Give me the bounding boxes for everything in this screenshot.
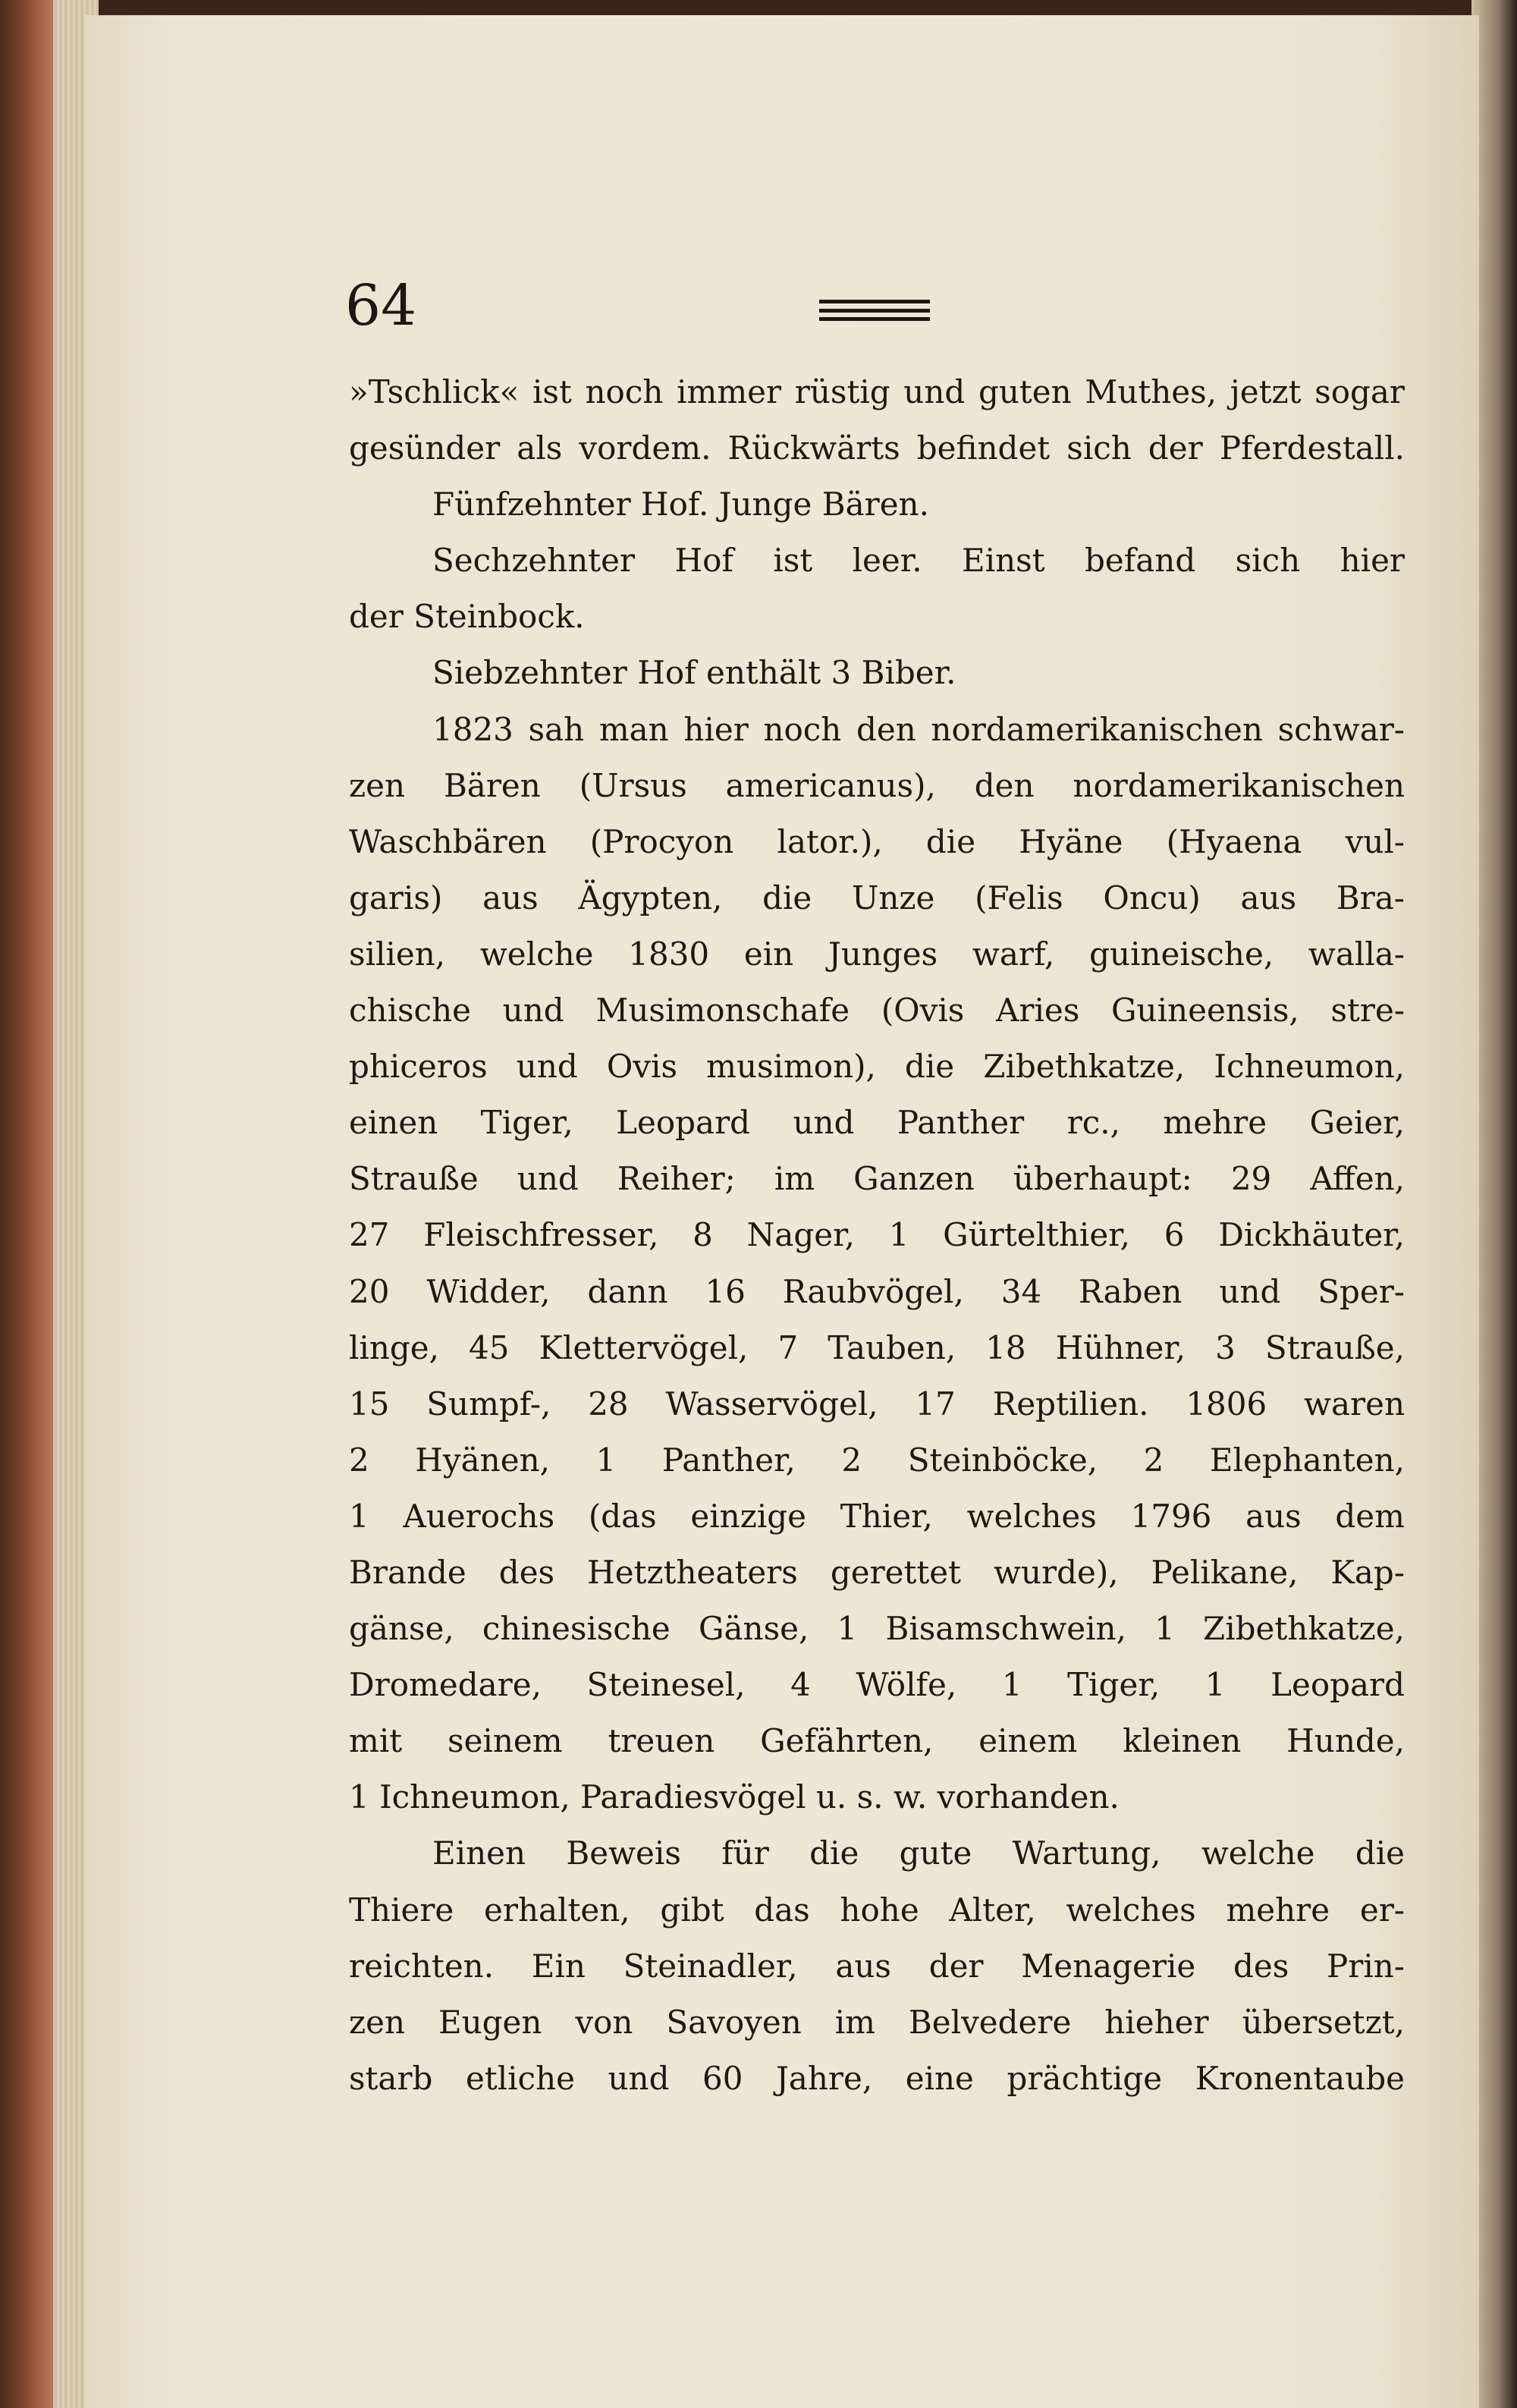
text-line-content: Fünfzehnter Hof. Junge Bären. — [432, 486, 929, 523]
text-line — [349, 1769, 1405, 1825]
text-line — [349, 702, 1405, 758]
text-line-content: der Steinbock. — [349, 598, 585, 636]
text-line-content: Strauße und Reiher; im Ganzen überhaupt: 29 Affen, — [349, 1160, 1405, 1198]
text-line — [349, 982, 1405, 1039]
text-line-content: »Tschlick« ist noch immer rüstig und guten Muthes, jetzt sogar — [349, 373, 1405, 410]
header-rule-line — [819, 300, 930, 303]
text-line-content: mit seinem treuen Gefährten, einem kleinen Hunde, — [349, 1722, 1405, 1760]
text-line — [349, 1039, 1405, 1095]
text-line-content: garis) aus Ägypten, die Unze (Felis Oncu) aus Bra- — [349, 879, 1405, 916]
text-line-content: Siebzehnter Hof enthält 3 Biber. — [432, 654, 956, 692]
text-line — [349, 870, 1405, 926]
text-line — [349, 758, 1405, 814]
text-line — [349, 1882, 1405, 1938]
text-line-content: zen Bären (Ursus americanus), den nordamerikanischen — [349, 766, 1405, 804]
text-line-content: Waschbären (Procyon lator.), die Hyäne (Hyaena vul- — [349, 822, 1405, 860]
text-line-content: Sechzehnter Hof ist leer. Einst befand sich hier — [432, 542, 1405, 580]
text-line — [349, 1657, 1405, 1713]
text-line-content: Thiere erhalten, gibt das hohe Alter, welches mehre er- — [349, 1891, 1405, 1929]
text-line — [349, 1938, 1405, 1995]
text-line — [349, 1095, 1405, 1151]
text-line — [349, 926, 1405, 982]
text-line-content: phiceros und Ovis musimon), die Zibethkatze, Ichneumon, — [349, 1048, 1405, 1086]
text-line — [349, 1207, 1405, 1263]
text-line-content: zen Eugen von Savoyen im Belvedere hieher übersetzt, — [349, 2003, 1405, 2041]
text-line-content: einen Tiger, Leopard und Panther rc., mehre Geier, — [349, 1104, 1405, 1142]
text-line — [349, 1995, 1405, 2051]
text-line-content: Brande des Hetztheaters gerettet wurde), Pelikane, Kap- — [349, 1553, 1405, 1591]
header-rule-line — [819, 317, 930, 321]
text-line-content: gesünder als vordem. Rückwärts befindet sich der Pferdestall. — [349, 429, 1405, 467]
text-line — [349, 2051, 1405, 2107]
text-line — [349, 1545, 1405, 1601]
text-line-content: starb etliche und 60 Jahre, eine prächtige Kronentaube — [349, 2059, 1405, 2097]
text-line — [349, 589, 1405, 645]
text-line-content: 1 Auerochs (das einzige Thier, welches 1796 aus dem — [349, 1497, 1405, 1535]
text-line-content: 20 Widder, dann 16 Raubvögel, 34 Raben und Sper- — [349, 1272, 1405, 1310]
text-line — [349, 1320, 1405, 1376]
text-line-content: 15 Sumpf-, 28 Wasservögel, 17 Reptilien. 1806 waren — [349, 1385, 1405, 1422]
text-line — [349, 1376, 1405, 1432]
header-rule-line — [819, 309, 930, 313]
text-line-content: gänse, chinesische Gänse, 1 Bisamschwein, 1 Zibethkatze, — [349, 1610, 1405, 1648]
text-line — [349, 1264, 1405, 1320]
text-line — [349, 533, 1405, 589]
text-line-content: 1823 sah man hier noch den nordamerikanischen schwar- — [432, 710, 1405, 748]
text-line-content: silien, welche 1830 ein Junges warf, guineische, walla- — [349, 935, 1405, 973]
body-text — [349, 364, 1405, 2107]
page-number: 64 — [345, 273, 417, 338]
text-line — [349, 1432, 1405, 1488]
header-rule — [819, 300, 930, 321]
text-line — [349, 476, 1405, 533]
text-line — [349, 364, 1405, 420]
page-header — [345, 273, 1407, 357]
text-line-content: 2 Hyänen, 1 Panther, 2 Steinböcke, 2 Elephanten, — [349, 1441, 1405, 1479]
text-line — [349, 420, 1405, 476]
text-line-content: reichten. Ein Steinadler, aus der Menagerie des Prin- — [349, 1947, 1405, 1985]
text-line — [349, 1601, 1405, 1657]
text-line-content: linge, 45 Klettervögel, 7 Tauben, 18 Hühner, 3 Strauße, — [349, 1328, 1405, 1366]
text-line-content: Dromedare, Steinesel, 4 Wölfe, 1 Tiger, 1 Leopard — [349, 1666, 1405, 1704]
text-line — [349, 1488, 1405, 1545]
text-line-content: chische und Musimonschafe (Ovis Aries Guineensis, stre- — [349, 992, 1405, 1030]
text-line-content: 27 Fleischfresser, 8 Nager, 1 Gürtelthier, 6 Dickhäuter, — [349, 1216, 1405, 1254]
text-line — [349, 1713, 1405, 1769]
text-line — [349, 814, 1405, 870]
text-line-content: Einen Beweis für die gute Wartung, welche die — [432, 1834, 1405, 1872]
text-line — [349, 1825, 1405, 1881]
text-line — [349, 645, 1405, 701]
text-line-content: 1 Ichneumon, Paradiesvögel u. s. w. vorhanden. — [349, 1778, 1120, 1816]
text-line — [349, 1151, 1405, 1207]
